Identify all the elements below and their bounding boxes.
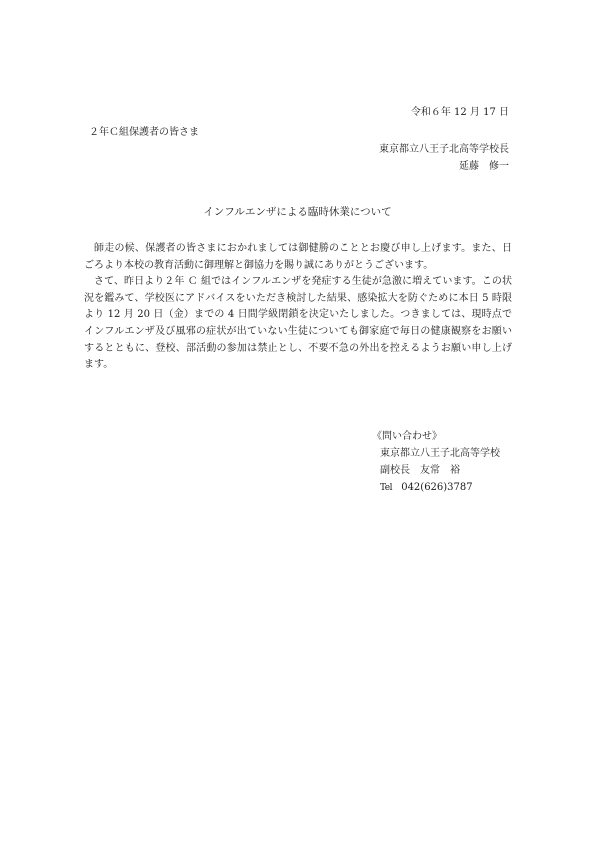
body-paragraph: 師走の候、保護者の皆さまにおかれましては御健勝のこととお慶び申し上げます。また、日ごろより本校の教育活動に御理解と御協力を賜り誠にありがとうございます。 bbox=[84, 243, 512, 271]
tel-label: Tel bbox=[380, 483, 393, 493]
sender-principal: 延藤 修一 bbox=[459, 161, 509, 172]
letter-date: 令和６年 12 月 17 日 bbox=[410, 107, 509, 118]
contact-tel bbox=[372, 479, 500, 497]
contact-heading: 《問い合わせ》 bbox=[372, 431, 442, 442]
letter-title: インフルエンザによる臨時休業について bbox=[203, 206, 392, 218]
contact-school: 東京都立八王子北高等学校 bbox=[380, 448, 500, 459]
letter-body bbox=[84, 241, 512, 374]
addressee: ２年Ｃ組保護者の皆さま bbox=[89, 127, 199, 138]
sender-school: 東京都立八王子北高等学校長 bbox=[379, 144, 509, 155]
contact-person: 副校長 友常 裕 bbox=[380, 465, 460, 476]
contact-block bbox=[372, 428, 500, 497]
body-paragraph: さて、昨日より２年 Ｃ 組ではインフルエンザを発症する生徒が急激に増えています。この状況を鑑みて、学校医にアドバイスをいただき検討した結果、感染拡大を防ぐために本日 5 時限より 12 月 20 日（金）までの 4 日間学級閉鎖を決定いたしました。つきましては、現時点でインフルエンザ及び風邪の症状が出ていない生徒についても御家庭で毎日の健康観察をお願いするとともに、登校、部活動の参加は禁止とし、不要不急の外出を控えるようお願い申し上げます。 bbox=[84, 276, 512, 371]
tel-number: 042(626)3787 bbox=[401, 482, 473, 493]
